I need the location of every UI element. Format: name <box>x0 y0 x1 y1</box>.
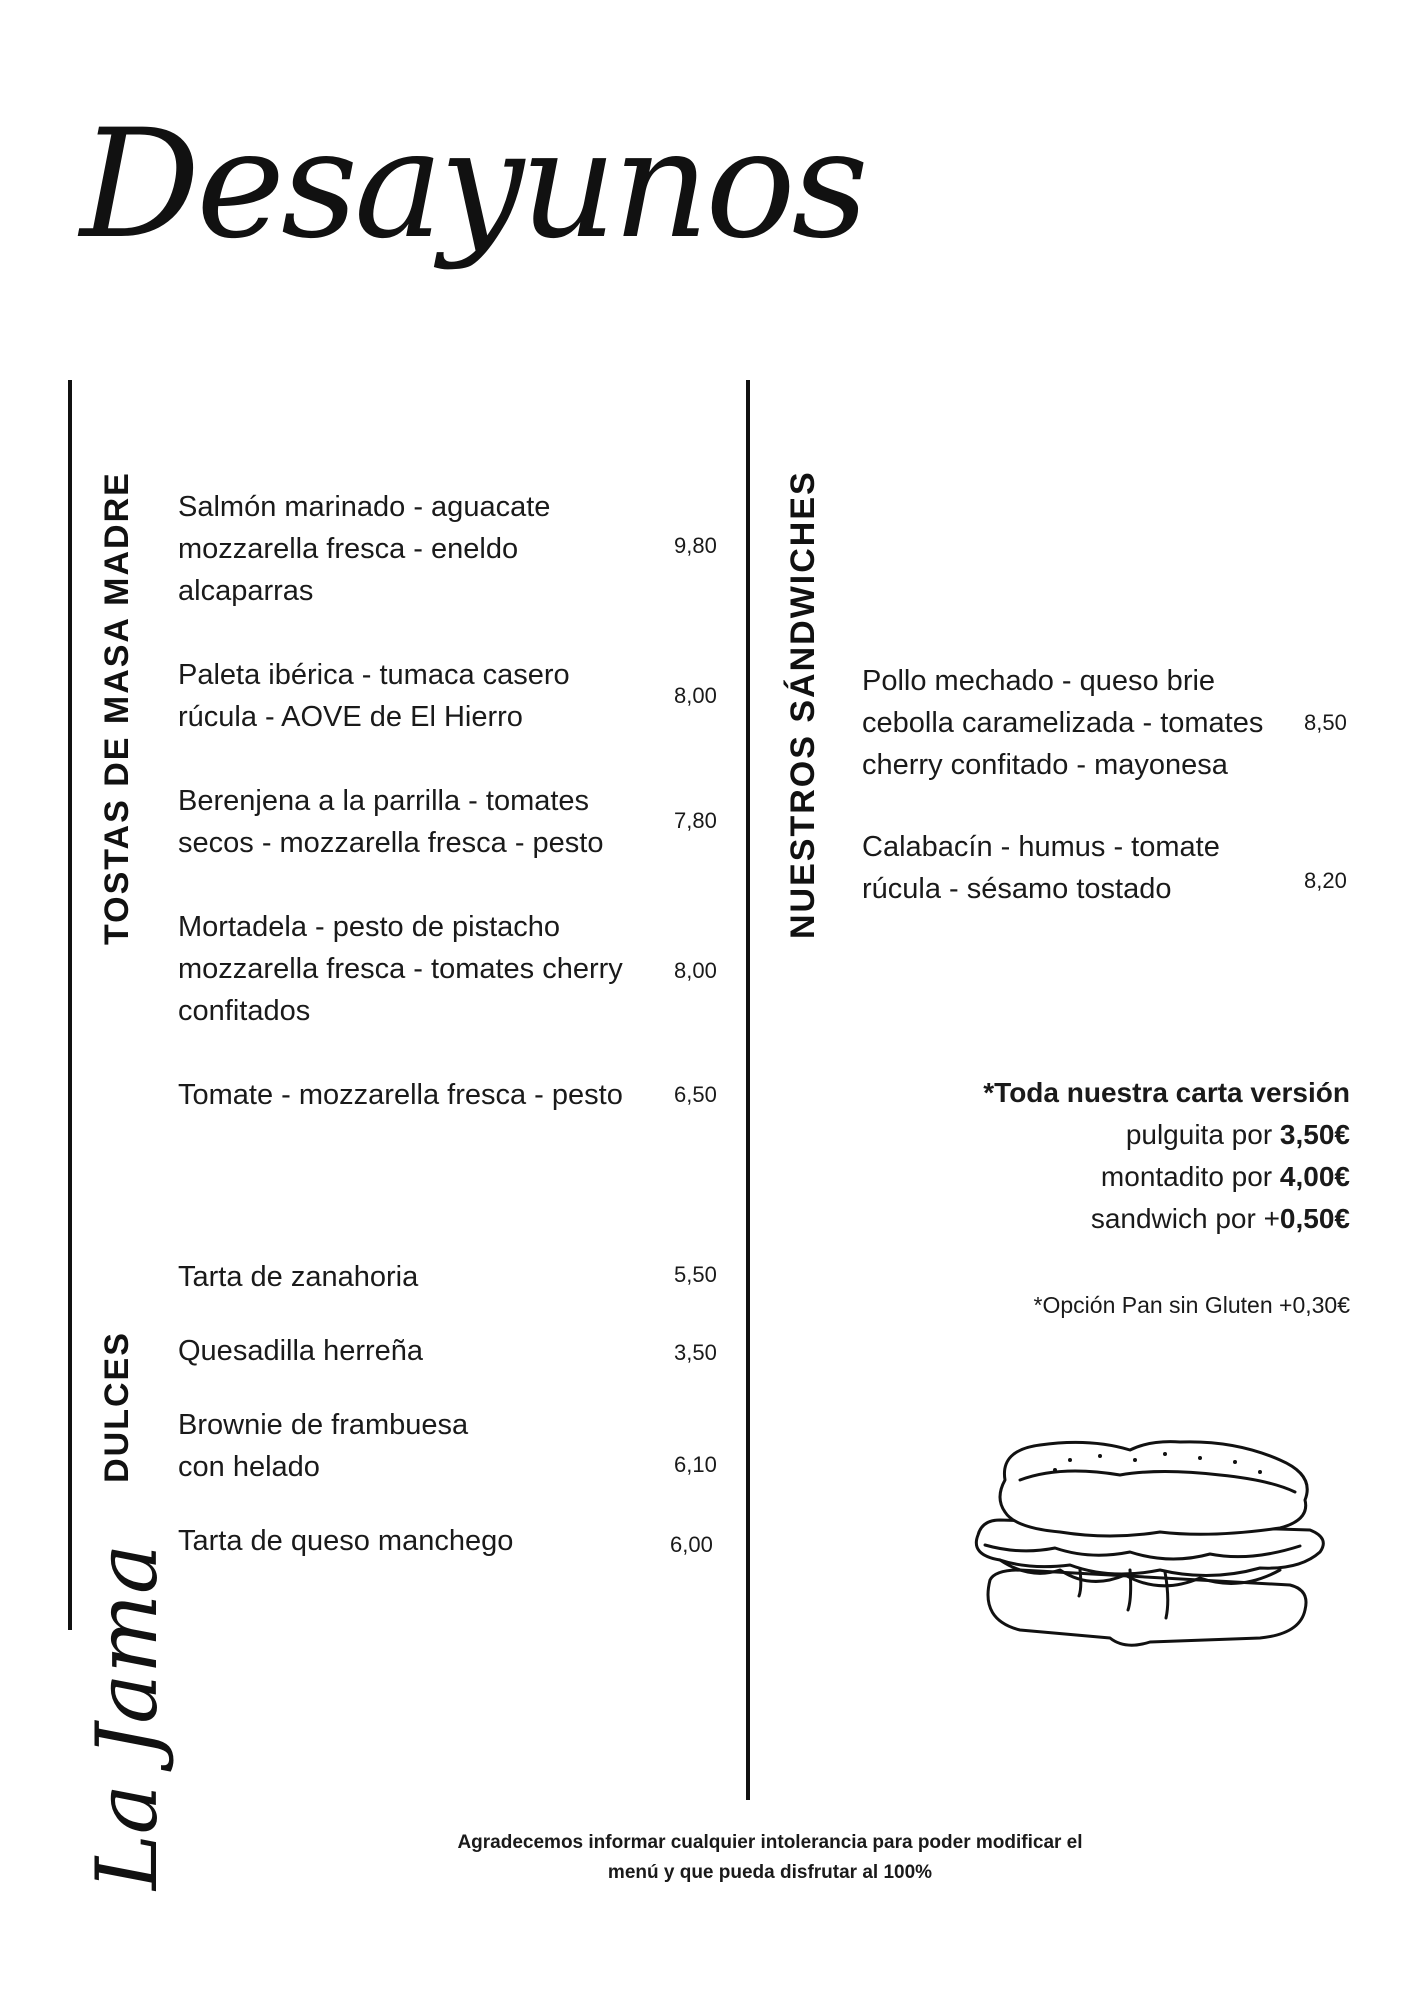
section-label-dulces: DULCES <box>98 1331 136 1483</box>
version-note <box>830 1072 1350 1240</box>
menu-item-price: 8,00 <box>674 958 717 983</box>
version-pulguita: pulguita por 3,50€ <box>1125 1119 1350 1150</box>
version-sandwich: sandwich por +0,50€ <box>1090 1203 1350 1234</box>
menu-item: Salmón marinado - aguacate mozzarella fresca - eneldo alcaparras <box>178 491 551 607</box>
brand-logo: La Jama <box>78 1543 176 1890</box>
menu-item: Berenjena a la parrilla - tomates secos - mozzarella fresca - pesto <box>178 785 604 859</box>
section-label-sandwiches: NUESTROS SÁNDWICHES <box>784 470 822 939</box>
menu-item: Tarta de queso manchego <box>178 1525 514 1557</box>
section-label-tostas: TOSTAS DE MASA MADRE <box>98 471 136 945</box>
menu-item-price: 6,50 <box>674 1082 717 1107</box>
menu-item: Brownie de frambuesa con helado <box>178 1409 469 1483</box>
menu-item: Calabacín - humus - tomate rúcula - sésamo tostado <box>862 831 1220 905</box>
menu-item-price: 8,50 <box>1304 710 1347 735</box>
menu-item-price: 9,80 <box>674 533 717 558</box>
version-montadito: montadito por 4,00€ <box>1100 1161 1350 1192</box>
menu-item: Pollo mechado - queso brie cebolla caramelizada - tomates cherry confitado - mayonesa <box>862 665 1264 781</box>
menu-item-price: 6,10 <box>674 1452 717 1477</box>
menu-item: Paleta ibérica - tumaca casero rúcula - AOVE de El Hierro <box>178 659 570 733</box>
menu-item: Mortadela - pesto de pistacho mozzarella fresca - tomates cherry confitados <box>178 911 623 1027</box>
center-divider <box>746 380 750 1800</box>
menu-item: Tomate - mozzarella fresca - pesto <box>178 1079 623 1111</box>
menu-item-price: 6,00 <box>670 1532 713 1557</box>
menu-item-price: 3,50 <box>674 1340 717 1365</box>
menu-item-price: 8,20 <box>1304 868 1347 893</box>
version-heading: *Toda nuestra carta versión <box>983 1077 1350 1108</box>
left-divider <box>68 380 72 1630</box>
menu-item: Quesadilla herreña <box>178 1335 424 1367</box>
menu-item: Tarta de zanahoria <box>178 1261 419 1293</box>
menu-item-price: 8,00 <box>674 683 717 708</box>
menu-item-price: 7,80 <box>674 808 717 833</box>
gluten-note: *Opción Pan sin Gluten +0,30€ <box>1033 1292 1350 1318</box>
sandwich-illustration-icon <box>960 1420 1360 1650</box>
page-title: Desayunos <box>80 98 865 272</box>
footer-note: Agradecemos informar cualquier intolerancia para poder modificar el menú y que pueda disfrutar al 100% <box>457 1832 1083 1883</box>
menu-item-price: 5,50 <box>674 1262 717 1287</box>
